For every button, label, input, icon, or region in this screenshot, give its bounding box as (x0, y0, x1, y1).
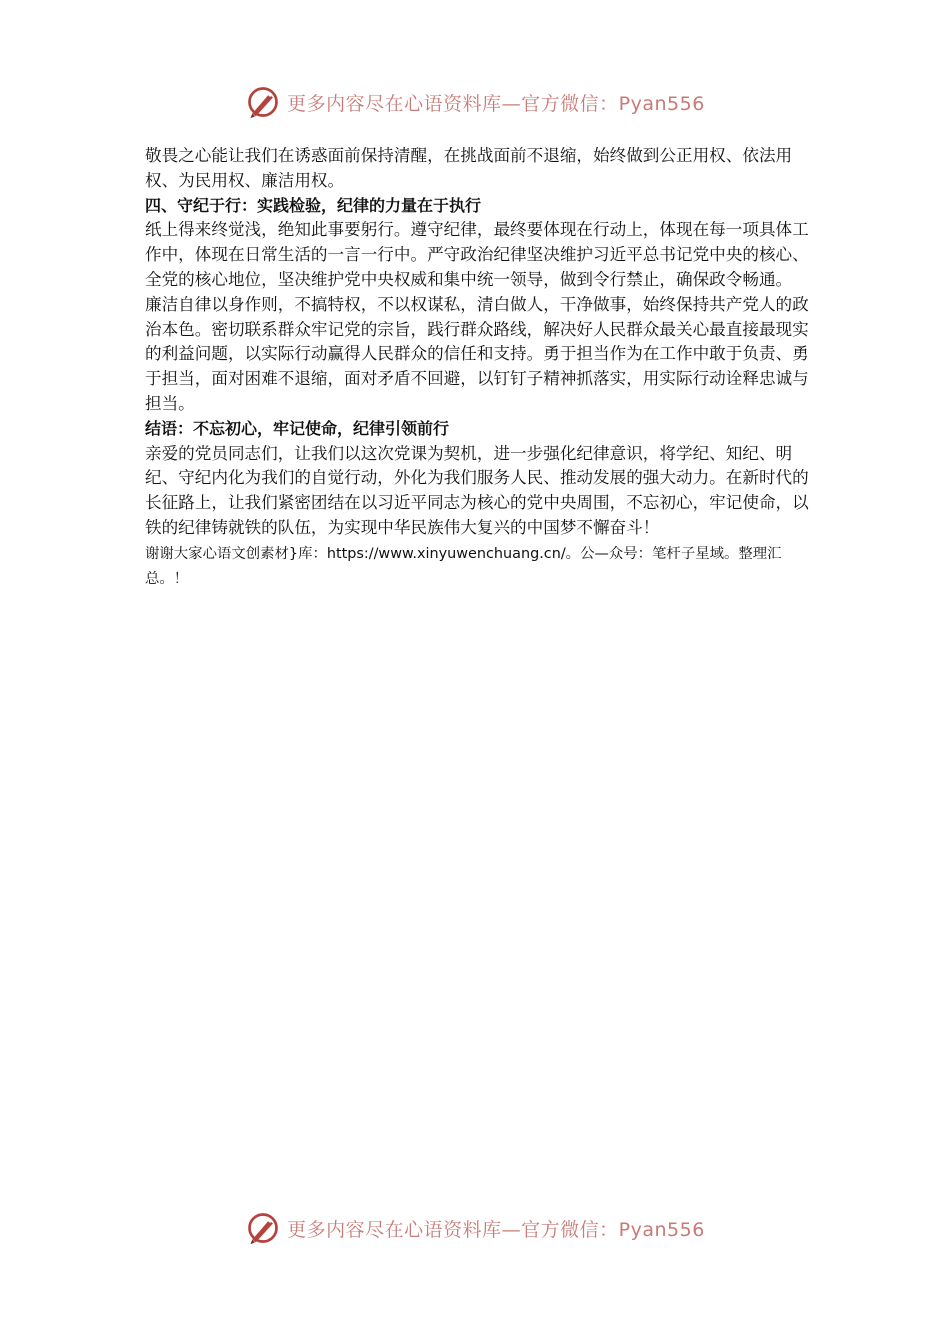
header-watermark (0, 84, 950, 120)
paragraph: 敬畏之心能让我们在诱惑面前保持清醒，在挑战面前不退缩，始终做到公正用权、依法用权、为民用权、廉洁用权。 (145, 146, 793, 190)
source-note: 谢谢大家心语文创素材}库：https://www.xinyuwenchuang.cn/。公—众号：笔杆子星域。整理汇总。！ (145, 545, 782, 587)
section-heading: 四、守纪于行：实践检验，纪律的力量在于执行 (145, 195, 482, 215)
footer-watermark (0, 1210, 950, 1246)
pen-logo-icon (245, 84, 281, 120)
pen-logo-icon (245, 1210, 281, 1246)
paragraph: 亲爱的党员同志们，让我们以这次党课为契机，进一步强化纪律意识，将学纪、知纪、明纪、守纪内化为我们的自觉行动，外化为我们服务人民、推动发展的强大动力。在新时代的长征路上，让我们紧密团结在以习近平同志为核心的党中央周围，不忘初心，牢记使命，以铁的纪律铸就铁的队伍，为实现中华民族伟大复兴的中国梦不懈奋斗！ (145, 443, 809, 537)
paragraph: 廉洁自律以身作则，不搞特权，不以权谋私，清白做人，干净做事，始终保持共产党人的政治本色。密切联系群众牢记党的宗旨，践行群众路线，解决好人民群众最关心最直接最现实的利益问题，以实际行动赢得人民群众的信任和支持。勇于担当作为在工作中敢于负责、勇于担当，面对困难不退缩，面对矛盾不回避，以钉钉子精神抓落实，用实际行动诠释忠诚与担当。 (145, 294, 809, 413)
watermark-text: 更多内容尽在心语资料库—官方微信：Pyan556 (287, 1218, 705, 1241)
paragraph: 纸上得来终觉浅，绝知此事要躬行。遵守纪律，最终要体现在行动上，体现在每一项具体工作中，体现在日常生活的一言一行中。严守政治纪律坚决维护习近平总书记党中央的核心、全党的核心地位，坚决维护党中央权威和集中统一领导，做到令行禁止，确保政令畅通。 (145, 220, 809, 289)
section-heading: 结语：不忘初心，牢记使命，纪律引领前行 (145, 418, 450, 438)
document-body (145, 144, 810, 591)
watermark-text: 更多内容尽在心语资料库—官方微信：Pyan556 (287, 92, 705, 115)
